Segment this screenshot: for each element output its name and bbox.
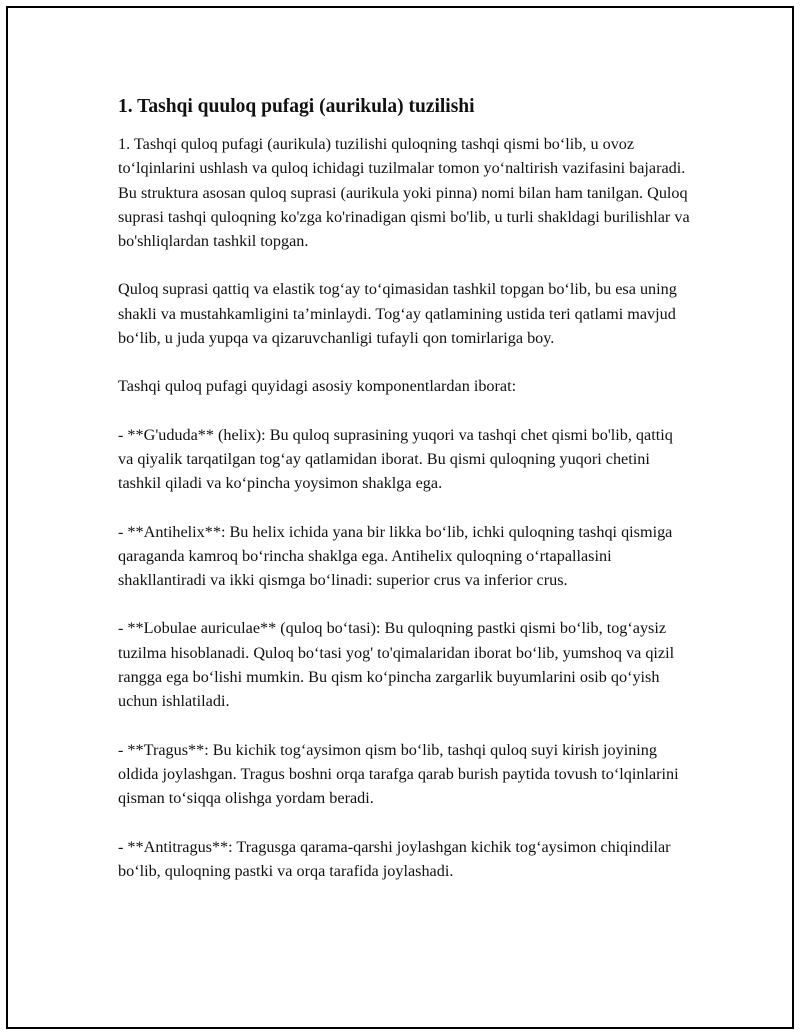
paragraph-components-intro: Tashqi quloq pufagi quyidagi asosiy komponentlardan iborat: <box>118 377 517 396</box>
paragraph-antihelix: - **Antihelix**: Bu helix ichida yana bir likka bo‘lib, ichki quloqning tashqi qismiga qaraganda kamroq bo‘rincha shaklga ega. Antihelix quloqning o‘rtapallasini shakllantiradi va ikki qismga bo‘linadi: superior crus va inferior crus. <box>118 522 673 590</box>
paragraph-helix: - **G'ududa** (helix): Bu quloq suprasining yuqori va tashqi chet qismi bo'lib, qattiq va qiyalik tarqatilgan tog‘ay qatlamidan iborat. Bu qismi quloqning yuqori chetini tashkil qiladi va ko‘pincha yoysimon shaklga ega. <box>118 425 673 493</box>
paragraph-intro: 1. Tashqi quloq pufagi (aurikula) tuzilishi quloqning tashqi qismi bo‘lib, u ovoz to‘lqinlarini ushlash va quloq ichidagi tuzilmalar tomon yo‘naltirish vazifasini bajaradi. Bu struktura asosan quloq suprasi (aurikula yoki pinna) nomi bilan ham tanilgan. Quloq suprasi tashqi quloqning ko'zga ko'rinadigan qismi bo'lib, u turli shakldagi burilishlar va bo'shliqlardan tashkil topgan. <box>118 135 690 251</box>
paragraph-tragus: - **Tragus**: Bu kichik tog‘aysimon qism bo‘lib, tashqi quloq suyi kirish joyining oldida joylashgan. Tragus boshni orqa tarafga qarab burish paytida tovush to‘lqinlarini qisman to‘siqqa olishga yordam beradi. <box>118 740 679 808</box>
paragraph-lobule: - **Lobulae auriculae** (quloq bo‘tasi): Bu quloqning pastki qismi bo‘lib, tog‘aysiz tuzilma hisoblanadi. Quloq bo‘tasi yog' to'qimalaridan iborat bo‘lib, yumshoq va qizil rangga ega bo‘lishi mumkin. Bu qism ko‘pincha zargarlik buyumlarini osib qo‘yish uchun ishlatiladi. <box>118 619 675 711</box>
document-title: 1. Tashqi quuloq pufagi (aurikula) tuzilishi <box>118 96 475 117</box>
document-body <box>118 94 692 907</box>
paragraph-cartilage: Quloq suprasi qattiq va elastik tog‘ay to‘qimasidan tashkil topgan bo‘lib, bu esa uning shakli va mustahkamligini ta’minlaydi. Tog‘ay qatlamining ustida teri qatlami mavjud bo‘lib, u juda yupqa va qizaruvchanligi tufayli qon tomirlariga boy. <box>118 280 677 348</box>
paragraph-antitragus: - **Antitragus**: Tragusga qarama-qarshi joylashgan kichik tog‘aysimon chiqindilar bo‘lib, quloqning pastki va orqa tarafida joylashadi. <box>118 837 671 880</box>
